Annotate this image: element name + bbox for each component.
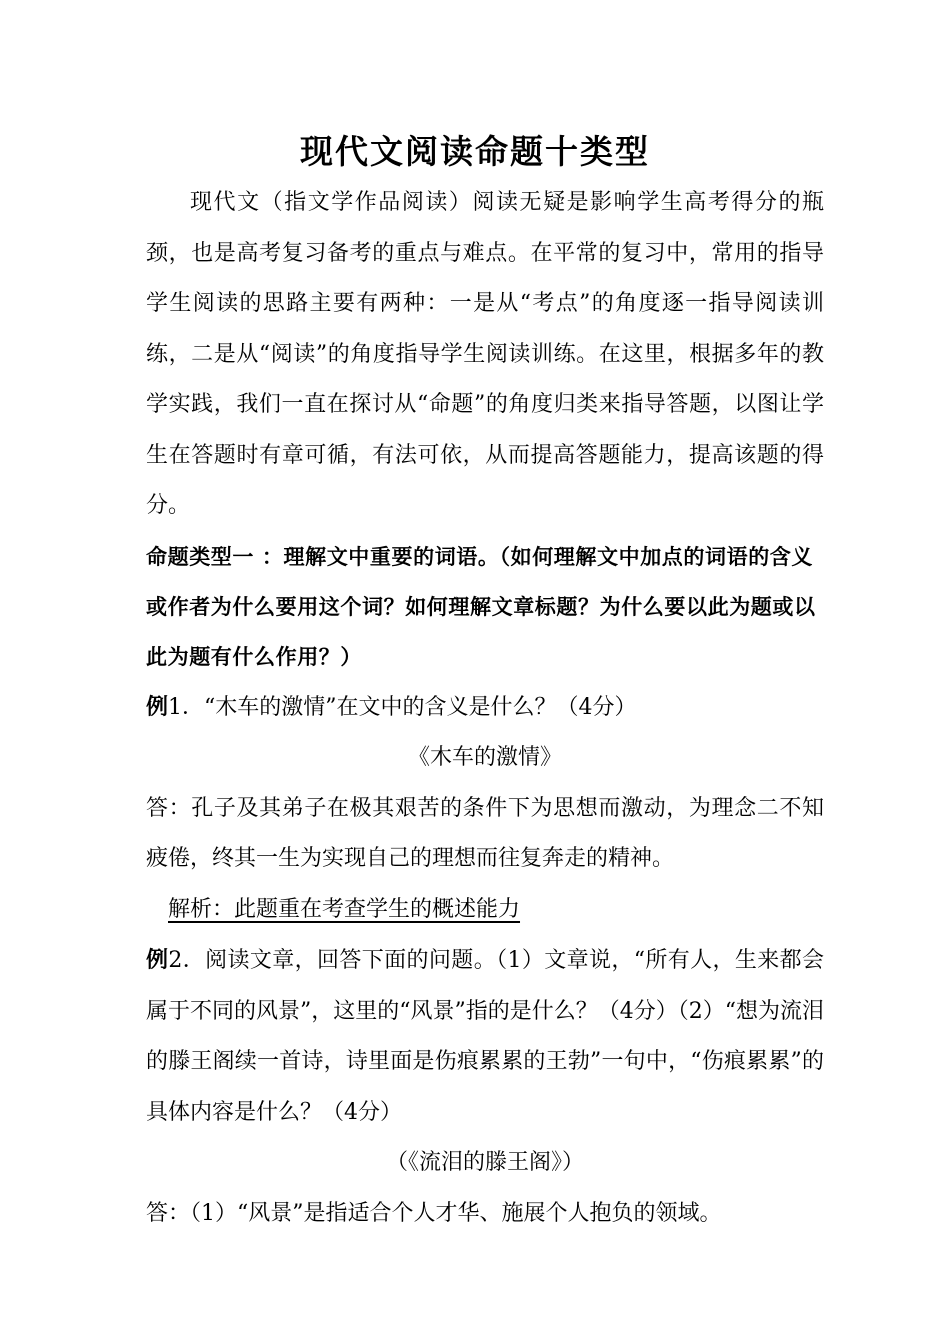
example-1-analysis (146, 885, 824, 936)
example-2-label: 例 (146, 947, 169, 973)
example-1-source: 《木车的激情》 (407, 745, 562, 770)
example-2-question (146, 935, 824, 1138)
example-2-text: 2．阅读文章，回答下面的问题。（1）文章说，“所有人，生来都会属于不同的风景”，这里的“风景”指的是什么？（4分）（2）“想为流泪的滕王阁续一首诗，诗里面是伤痕累累的王勃”一句中，“伤痕累累”的具体内容是什么？（4分） (146, 948, 824, 1125)
example-2-answer: 答：（1）“风景”是指适合个人才华、施展个人抱负的领域。 (146, 1200, 722, 1226)
example-1-label: 例 (146, 693, 169, 720)
example-2-source: （《流泪的滕王阁》） (385, 1150, 584, 1175)
question-type-heading: 命题类型一 ：理解文中重要的词语。（如何理解文中加点的词语的含义或作者为什么要用这个词？如何理解文章标题？为什么要以此为题或以此为题有什么作用？） (146, 543, 816, 669)
document-body (146, 178, 824, 1239)
example-1-text: 1．“木车的激情”在文中的含义是什么？（4分） (168, 694, 637, 720)
example-1-question (146, 682, 824, 734)
example-1-analysis-text: 解析：此题重在考查学生的概述能力 (168, 896, 521, 922)
document-title: 现代文阅读命题十类型 (300, 132, 650, 171)
example-1-answer: 答：孔子及其弟子在极其艰苦的条件下为思想而激动，为理念二不知疲倦，终其一生为实现自己的理想而往复奔走的精神。 (146, 795, 824, 871)
intro-paragraph: 现代文（指文学作品阅读）阅读无疑是影响学生高考得分的瓶颈，也是高考复习备考的重点与难点。在平常的复习中，常用的指导学生阅读的思路主要有两种：一是从“考点”的角度逐一指导阅读训练，二是从“阅读”的角度指导学生阅读训练。在这里，根据多年的教学实践，我们一直在探讨从“命题”的角度归类来指导答题，以图让学生在答题时有章可循，有法可依，从而提高答题能力，提高该题的得分。 (146, 190, 824, 518)
